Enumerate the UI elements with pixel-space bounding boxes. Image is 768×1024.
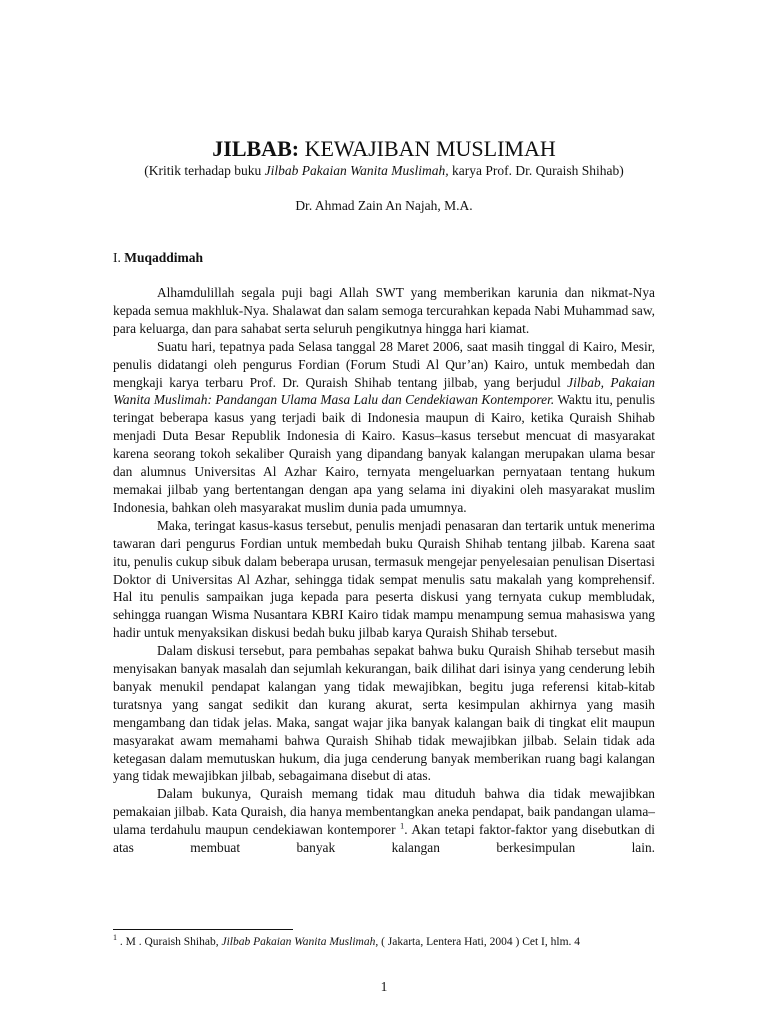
footnote-book-title: Jilbab Pakaian Wanita Muslimah xyxy=(221,936,376,948)
paragraph-1: Alhamdulillah segala puji bagi Allah SWT yang memberikan karunia dan nikmat-Nya kepada semua makhluk-Nya. Shalawat dan salam semoga tercurahkan kepada Nabi Muhammad saw, para keluarga, dan para sahabat serta seluruh pengikutnya hingga hari kiamat. xyxy=(113,285,655,336)
paragraph-5 xyxy=(113,785,655,857)
section-number: I. xyxy=(113,250,125,265)
subtitle-prefix: (Kritik terhadap buku xyxy=(144,163,265,178)
document-title xyxy=(0,136,768,162)
body-text xyxy=(113,284,655,857)
paragraph-3: Maka, teringat kasus-kasus tersebut, penulis menjadi penasaran dan tertarik untuk menerima tawaran dari pengurus Fordian untuk membedah buku Quraish Shihab tentang jilbab. Karena saat itu, penulis cukup sibuk dalam beberapa urusan, termasuk mengejar penyelesaian penulisan Disertasi Doktor di Universitas Al Azhar, sehingga tidak sempat menulis satu makalah yang komprehensif. Hal itu penulis sampaikan juga kepada para peserta diskusi yang ternyata cukup membludak, sehingga ruangan Wisma Nusantara KBRI Kairo tidak mampu menampung semua mahasiswa yang hadir untuk menyaksikan diskusi bedah buku jilbab karya Quraish Shihab tersebut. xyxy=(113,517,655,641)
title-rest: KEWAJIBAN MUSLIMAH xyxy=(299,136,556,161)
section-heading xyxy=(113,249,203,267)
paragraph-2 xyxy=(113,338,655,517)
footnote-text-b: , ( Jakarta, Lentera Hati, 2004 ) Cet I, hlm. 4 xyxy=(375,936,581,948)
paragraph-2-book-title: Jilbab, Pakaian Wanita Muslimah: Pandangan Ulama Masa Lalu dan Cendekiawan Kontemporer. xyxy=(113,374,655,408)
author-line: Dr. Ahmad Zain An Najah, M.A. xyxy=(295,198,473,213)
footnote-marker: 1 xyxy=(113,933,117,943)
paragraph-2-text-a: Suatu hari, tepatnya pada Selasa tanggal 28 Maret 2006, saat masih tinggal di Kairo, Mesir, penulis didatangi oleh pengurus Fordian (Forum Studi Al Qur’an) Kairo, untuk membedah dan mengkaji karya terbaru Prof. Dr. Quraish Shihab tentang jilbab, yang berjudul xyxy=(113,338,655,390)
section-title: Muqaddimah xyxy=(124,250,204,265)
paragraph-5-text-a: Dalam bukunya, Quraish memang tidak mau dituduh bahwa dia tidak mewajibkan pemakaian jilbab. Kata Quraish, dia hanya membentangkan aneka pendapat, baik pandangan ulama–ulama terdahulu maupun cendekiawan kontemporer xyxy=(113,786,655,838)
document-subtitle xyxy=(0,162,768,180)
subtitle-suffix: karya Prof. Dr. Quraish Shihab) xyxy=(448,163,624,178)
paragraph-5-text-b: . Akan tetapi faktor-faktor yang disebutkan di atas membuat banyak kalangan berkesimpulan lain. xyxy=(113,822,655,856)
footnote-reference[interactable]: 1 xyxy=(400,820,405,831)
page-number: 1 xyxy=(380,979,388,994)
footnote-text-a: . M . Quraish Shihab, xyxy=(117,936,222,948)
footnote-divider xyxy=(113,929,293,930)
title-bold-part: JILBAB: xyxy=(212,136,300,161)
paragraph-2-text-b: Waktu itu, penulis teringat beberapa kasus yang terjadi baik di Indonesia maupun di Kairo, ketika Quraish Shihab menjadi Duta Besar Republik Indonesia di Kairo. Kasus–kasus tersebut mencuat di masyarakat karena seorang tokoh sekaliber Quraish yang dipandang banyak kalangan merupakan ulama besar dan alumnus Universitas Al Azhar Kairo, ternyata mengeluarkan pernyataan tentang hukum memakai jilbab yang bertentangan dengan apa yang selama ini diyakini oleh masyarakat muslim Indonesia, bahkan oleh masyarakat muslim dunia pada umumnya. xyxy=(113,392,656,515)
subtitle-book-title: Jilbab Pakaian Wanita Muslimah, xyxy=(264,163,449,178)
footnote xyxy=(113,934,673,950)
paragraph-4: Dalam diskusi tersebut, para pembahas sepakat bahwa buku Quraish Shihab tersebut masih menyisakan banyak masalah dan sejumlah kekurangan, baik dilihat dari isinya yang cenderung lebih banyak menukil pendapat kalangan yang tidak mewajibkan, begitu juga referensi kitab-kitab turatsnya yang sangat sedikit dan kurang akurat, serta kesimpulan akhirnya yang masih mengambang dan tidak jelas. Maka, sangat wajar jika banyak kalangan baik di tingkat elit maupun masyarakat awam memahami bahwa Quraish Shihab tidak mewajibkan jilbab. Selain tidak ada ketegasan dalam memutuskan hukum, dia juga cenderung banyak memberikan ruang bagi kalangan yang tidak mewajibkan jilbab, sebagaimana disebut di atas. xyxy=(113,643,655,784)
